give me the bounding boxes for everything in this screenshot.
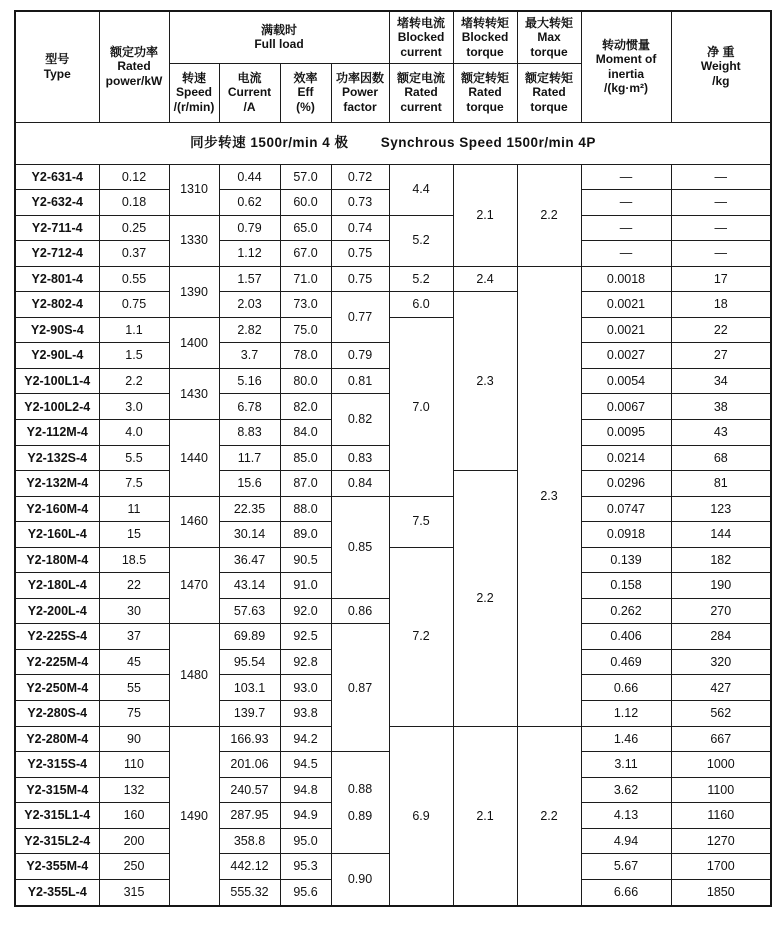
cell-power: 30 [99,598,169,624]
cell-inertia: 4.13 [581,803,671,829]
cell-current: 166.93 [219,726,280,752]
label: 额定电流 [397,70,446,85]
cell-power: 55 [99,675,169,701]
cell-pf: 0.75 [331,241,389,267]
cell-power: 22 [99,573,169,599]
cell-weight: 1700 [671,854,771,880]
header-weight-unit: /kg [712,74,730,89]
cell-type: Y2-315S-4 [15,752,99,778]
cell-type: Y2-100L2-4 [15,394,99,420]
cell-weight: — [671,190,771,216]
cell-rc: 4.4 [389,164,453,215]
cell-pf: 0.88 0.89 [331,752,389,854]
cell-weight: 123 [671,496,771,522]
header-full-load-group [169,11,389,63]
cell-type: Y2-200L-4 [15,598,99,624]
cell-current: 201.06 [219,752,280,778]
cell-weight: 562 [671,700,771,726]
cell-current: 0.79 [219,215,280,241]
blocked-current-numerator [390,12,453,64]
table-row [15,164,771,190]
cell-power: 0.37 [99,241,169,267]
cell-eff: 95.0 [280,828,331,854]
cell-type: Y2-801-4 [15,266,99,292]
header-weight-zh: 净 重 [707,44,735,59]
table-row [15,317,771,343]
table-row [15,547,771,573]
label: Blocked [461,30,509,45]
cell-type: Y2-180L-4 [15,573,99,599]
table-row [15,496,771,522]
header-weight-en: Weight [700,59,741,74]
cell-weight: 284 [671,624,771,650]
cell-current: 0.62 [219,190,280,216]
table-header [15,11,771,122]
cell-eff: 94.5 [280,752,331,778]
cell-current: 95.54 [219,649,280,675]
cell-rt: 2.1 [453,726,517,906]
cell-pf: 0.79 [331,343,389,369]
cell-pf: 0.75 [331,266,389,292]
label: 电流 [237,70,262,85]
cell-eff: 82.0 [280,394,331,420]
cell-eff: 71.0 [280,266,331,292]
cell-eff: 95.3 [280,854,331,880]
motor-spec-table [14,10,772,907]
cell-weight: 38 [671,394,771,420]
header-blocked-current-ratio [389,11,453,122]
table-body [15,122,771,906]
cell-current: 0.44 [219,164,280,190]
cell-eff: 67.0 [280,241,331,267]
cell-current: 43.14 [219,573,280,599]
cell-pf: 0.86 [331,598,389,624]
cell-current: 287.95 [219,803,280,829]
cell-current: 8.83 [219,419,280,445]
header-power-zh: 额定功率 [109,44,158,59]
cell-inertia: 0.139 [581,547,671,573]
cell-rm: 2.2 [517,726,581,906]
label: Current [227,85,272,100]
cell-power: 110 [99,752,169,778]
cell-speed: 1330 [169,215,219,266]
cell-power: 5.5 [99,445,169,471]
cell-power: 2.2 [99,368,169,394]
cell-inertia: 0.0747 [581,496,671,522]
cell-pf: 0.81 [331,368,389,394]
cell-current: 6.78 [219,394,280,420]
label: 堵转转矩 [461,15,510,30]
cell-rm: 2.3 [517,266,581,726]
label: Rated [404,85,438,100]
section-title-zh: 同步转速 1500r/min 4 极 [190,135,349,151]
cell-type: Y2-90S-4 [15,317,99,343]
cell-current: 3.7 [219,343,280,369]
cell-inertia: 4.94 [581,828,671,854]
cell-pf: 0.82 [331,394,389,445]
cell-inertia: 0.66 [581,675,671,701]
header-inertia-unit: /(kg·m²) [604,81,649,96]
cell-eff: 93.0 [280,675,331,701]
cell-pf: 0.87 [331,624,389,752]
label: /(r/min) [173,99,215,114]
cell-eff: 95.6 [280,879,331,906]
header-type [15,11,99,122]
cell-inertia: 0.262 [581,598,671,624]
cell-rc: 7.2 [389,547,453,726]
cell-type: Y2-712-4 [15,241,99,267]
cell-weight: 22 [671,317,771,343]
cell-inertia: 0.406 [581,624,671,650]
cell-weight: — [671,241,771,267]
cell-inertia: 0.0067 [581,394,671,420]
header-inertia-en1: Moment of [595,52,657,67]
cell-eff: 91.0 [280,573,331,599]
cell-eff: 92.0 [280,598,331,624]
label: (%) [296,99,315,114]
cell-inertia: 6.66 [581,879,671,906]
cell-power: 0.75 [99,292,169,318]
label: Rated [532,85,566,100]
cell-eff: 84.0 [280,419,331,445]
cell-inertia: 5.67 [581,854,671,880]
cell-power: 90 [99,726,169,752]
cell-eff: 93.8 [280,700,331,726]
cell-weight: — [671,164,771,190]
cell-current: 22.35 [219,496,280,522]
cell-inertia: 0.158 [581,573,671,599]
label: /A [243,99,256,114]
cell-inertia: 0.0918 [581,522,671,548]
cell-rt: 2.3 [453,292,517,471]
cell-power: 132 [99,777,169,803]
cell-type: Y2-355L-4 [15,879,99,906]
cell-type: Y2-711-4 [15,215,99,241]
cell-type: Y2-631-4 [15,164,99,190]
cell-power: 0.18 [99,190,169,216]
header-power-en1: Rated [117,59,151,74]
cell-power: 0.12 [99,164,169,190]
cell-power: 160 [99,803,169,829]
cell-inertia: — [581,215,671,241]
max-torque-fraction [518,12,581,121]
cell-power: 3.0 [99,394,169,420]
cell-type: Y2-355M-4 [15,854,99,880]
cell-eff: 92.8 [280,649,331,675]
cell-eff: 88.0 [280,496,331,522]
cell-pf: 0.77 [331,292,389,343]
cell-type: Y2-250M-4 [15,675,99,701]
cell-weight: 1100 [671,777,771,803]
cell-eff: 94.2 [280,726,331,752]
cell-rm: 2.2 [517,164,581,266]
cell-current: 11.7 [219,445,280,471]
label: Eff [297,85,314,100]
cell-weight: 68 [671,445,771,471]
cell-type: Y2-632-4 [15,190,99,216]
label: torque [530,100,568,115]
cell-pf: 0.72 [331,164,389,190]
cell-current: 5.16 [219,368,280,394]
label: 额定转矩 [461,70,510,85]
cell-weight: 182 [671,547,771,573]
cell-weight: 144 [671,522,771,548]
cell-type: Y2-280S-4 [15,700,99,726]
cell-inertia: 1.12 [581,700,671,726]
cell-current: 57.63 [219,598,280,624]
cell-power: 18.5 [99,547,169,573]
cell-weight: 17 [671,266,771,292]
cell-weight: 1000 [671,752,771,778]
cell-type: Y2-802-4 [15,292,99,318]
cell-eff: 60.0 [280,190,331,216]
cell-weight: 1160 [671,803,771,829]
cell-inertia: 3.11 [581,752,671,778]
cell-current: 2.03 [219,292,280,318]
cell-speed: 1490 [169,726,219,906]
label: Max [537,30,561,45]
label: 效率 [293,70,318,85]
label: torque [466,100,504,115]
header-power-en2: power/kW [105,74,163,89]
cell-speed: 1310 [169,164,219,215]
cell-inertia: 0.469 [581,649,671,675]
cell-rc: 5.2 [389,266,453,292]
cell-weight: 34 [671,368,771,394]
cell-current: 358.8 [219,828,280,854]
label: Speed [175,85,212,100]
header-inertia-en2: inertia [608,66,645,81]
cell-speed: 1470 [169,547,219,624]
label: 功率因数 [336,70,385,85]
max-torque-denominator [518,64,581,121]
cell-weight: 1850 [671,879,771,906]
cell-type: Y2-100L1-4 [15,368,99,394]
cell-pf: 0.83 [331,445,389,471]
header-speed [169,63,219,122]
cell-eff: 65.0 [280,215,331,241]
cell-inertia: 0.0018 [581,266,671,292]
cell-power: 1.5 [99,343,169,369]
cell-weight: 190 [671,573,771,599]
label: current [400,100,442,115]
cell-inertia: 0.0214 [581,445,671,471]
cell-speed: 1440 [169,419,219,496]
cell-current: 30.14 [219,522,280,548]
cell-type: Y2-160M-4 [15,496,99,522]
cell-type: Y2-112M-4 [15,419,99,445]
cell-current: 442.12 [219,854,280,880]
header-blocked-torque-ratio [453,11,517,122]
cell-eff: 73.0 [280,292,331,318]
header-max-torque-ratio [517,11,581,122]
blocked-current-fraction [390,12,453,121]
cell-current: 103.1 [219,675,280,701]
cell-type: Y2-225S-4 [15,624,99,650]
cell-eff: 78.0 [280,343,331,369]
cell-eff: 90.5 [280,547,331,573]
table-row [15,726,771,752]
header-moment-of-inertia [581,11,671,122]
header-rated-power [99,11,169,122]
cell-pf: 0.90 [331,854,389,906]
label: torque [530,45,568,60]
cell-power: 15 [99,522,169,548]
cell-eff: 75.0 [280,317,331,343]
cell-eff: 80.0 [280,368,331,394]
cell-inertia: 1.46 [581,726,671,752]
cell-eff: 92.5 [280,624,331,650]
label: factor [343,99,377,114]
label: 额定转矩 [525,70,574,85]
cell-inertia: 3.62 [581,777,671,803]
cell-pf: 0.73 [331,190,389,216]
cell-weight: 81 [671,471,771,497]
cell-speed: 1480 [169,624,219,726]
cell-power: 4.0 [99,419,169,445]
table-row [15,215,771,241]
cell-inertia: — [581,190,671,216]
label: torque [466,45,504,60]
cell-speed: 1460 [169,496,219,547]
header-efficiency [280,63,331,122]
header-type-zh: 型号 [45,52,70,67]
cell-eff: 94.8 [280,777,331,803]
cell-power: 250 [99,854,169,880]
cell-current: 139.7 [219,700,280,726]
cell-type: Y2-315L2-4 [15,828,99,854]
header-current [219,63,280,122]
label: Power [342,85,379,100]
section-band-row [15,122,771,164]
blocked-torque-denominator [454,64,517,121]
section-title-en: Synchrous Speed 1500r/min 4P [380,135,596,151]
cell-power: 315 [99,879,169,906]
cell-type: Y2-132M-4 [15,471,99,497]
blocked-torque-fraction [454,12,517,121]
cell-type: Y2-225M-4 [15,649,99,675]
cell-eff: 94.9 [280,803,331,829]
cell-power: 0.55 [99,266,169,292]
cell-type: Y2-315M-4 [15,777,99,803]
cell-current: 15.6 [219,471,280,497]
header-power-factor [331,63,389,122]
synchronous-speed-section-title [15,122,771,164]
cell-power: 37 [99,624,169,650]
max-torque-numerator [518,12,581,64]
cell-power: 0.25 [99,215,169,241]
header-inertia-zh: 转动惯量 [602,37,651,52]
cell-type: Y2-132S-4 [15,445,99,471]
cell-pf: 0.85 [331,496,389,598]
table-row [15,266,771,292]
cell-weight: 270 [671,598,771,624]
cell-eff: 57.0 [280,164,331,190]
label: Rated [468,85,502,100]
cell-rt: 2.4 [453,266,517,292]
header-full-load-en: Full load [254,37,304,52]
cell-speed: 1390 [169,266,219,317]
cell-inertia: 0.0021 [581,317,671,343]
cell-eff: 85.0 [280,445,331,471]
cell-type: Y2-180M-4 [15,547,99,573]
label: current [400,45,442,60]
cell-type: Y2-160L-4 [15,522,99,548]
label: 最大转矩 [525,15,574,30]
cell-weight: — [671,215,771,241]
cell-pf: 0.74 [331,215,389,241]
cell-rc: 6.9 [389,726,453,906]
cell-rc: 7.0 [389,317,453,496]
cell-eff: 87.0 [280,471,331,497]
label: 转速 [181,70,206,85]
cell-current: 555.32 [219,879,280,906]
cell-inertia: 0.0054 [581,368,671,394]
cell-rc: 6.0 [389,292,453,318]
cell-weight: 18 [671,292,771,318]
cell-power: 75 [99,700,169,726]
cell-current: 36.47 [219,547,280,573]
cell-weight: 43 [671,419,771,445]
label: 堵转电流 [397,15,446,30]
cell-speed: 1430 [169,368,219,419]
cell-weight: 667 [671,726,771,752]
cell-inertia: 0.0027 [581,343,671,369]
cell-inertia: 0.0021 [581,292,671,318]
cell-weight: 27 [671,343,771,369]
cell-weight: 1270 [671,828,771,854]
label: Blocked [397,30,445,45]
cell-inertia: 0.0095 [581,419,671,445]
header-full-load-zh: 满载时 [261,22,298,37]
cell-power: 200 [99,828,169,854]
cell-pf: 0.84 [331,471,389,497]
cell-speed: 1400 [169,317,219,368]
header-weight [671,11,771,122]
cell-type: Y2-315L1-4 [15,803,99,829]
cell-type: Y2-90L-4 [15,343,99,369]
cell-rt: 2.2 [453,471,517,726]
cell-inertia: — [581,241,671,267]
cell-current: 69.89 [219,624,280,650]
header-type-en: Type [43,66,71,81]
cell-power: 11 [99,496,169,522]
cell-current: 1.12 [219,241,280,267]
cell-current: 240.57 [219,777,280,803]
cell-rc: 7.5 [389,496,453,547]
blocked-torque-numerator [454,12,517,64]
cell-eff: 89.0 [280,522,331,548]
cell-power: 1.1 [99,317,169,343]
table-row [15,292,771,318]
cell-inertia: — [581,164,671,190]
cell-inertia: 0.0296 [581,471,671,497]
cell-current: 1.57 [219,266,280,292]
cell-rc: 5.2 [389,215,453,266]
cell-rt: 2.1 [453,164,517,266]
cell-weight: 427 [671,675,771,701]
cell-current: 2.82 [219,317,280,343]
cell-power: 45 [99,649,169,675]
cell-type: Y2-280M-4 [15,726,99,752]
blocked-current-denominator [390,64,453,121]
cell-weight: 320 [671,649,771,675]
cell-power: 7.5 [99,471,169,497]
